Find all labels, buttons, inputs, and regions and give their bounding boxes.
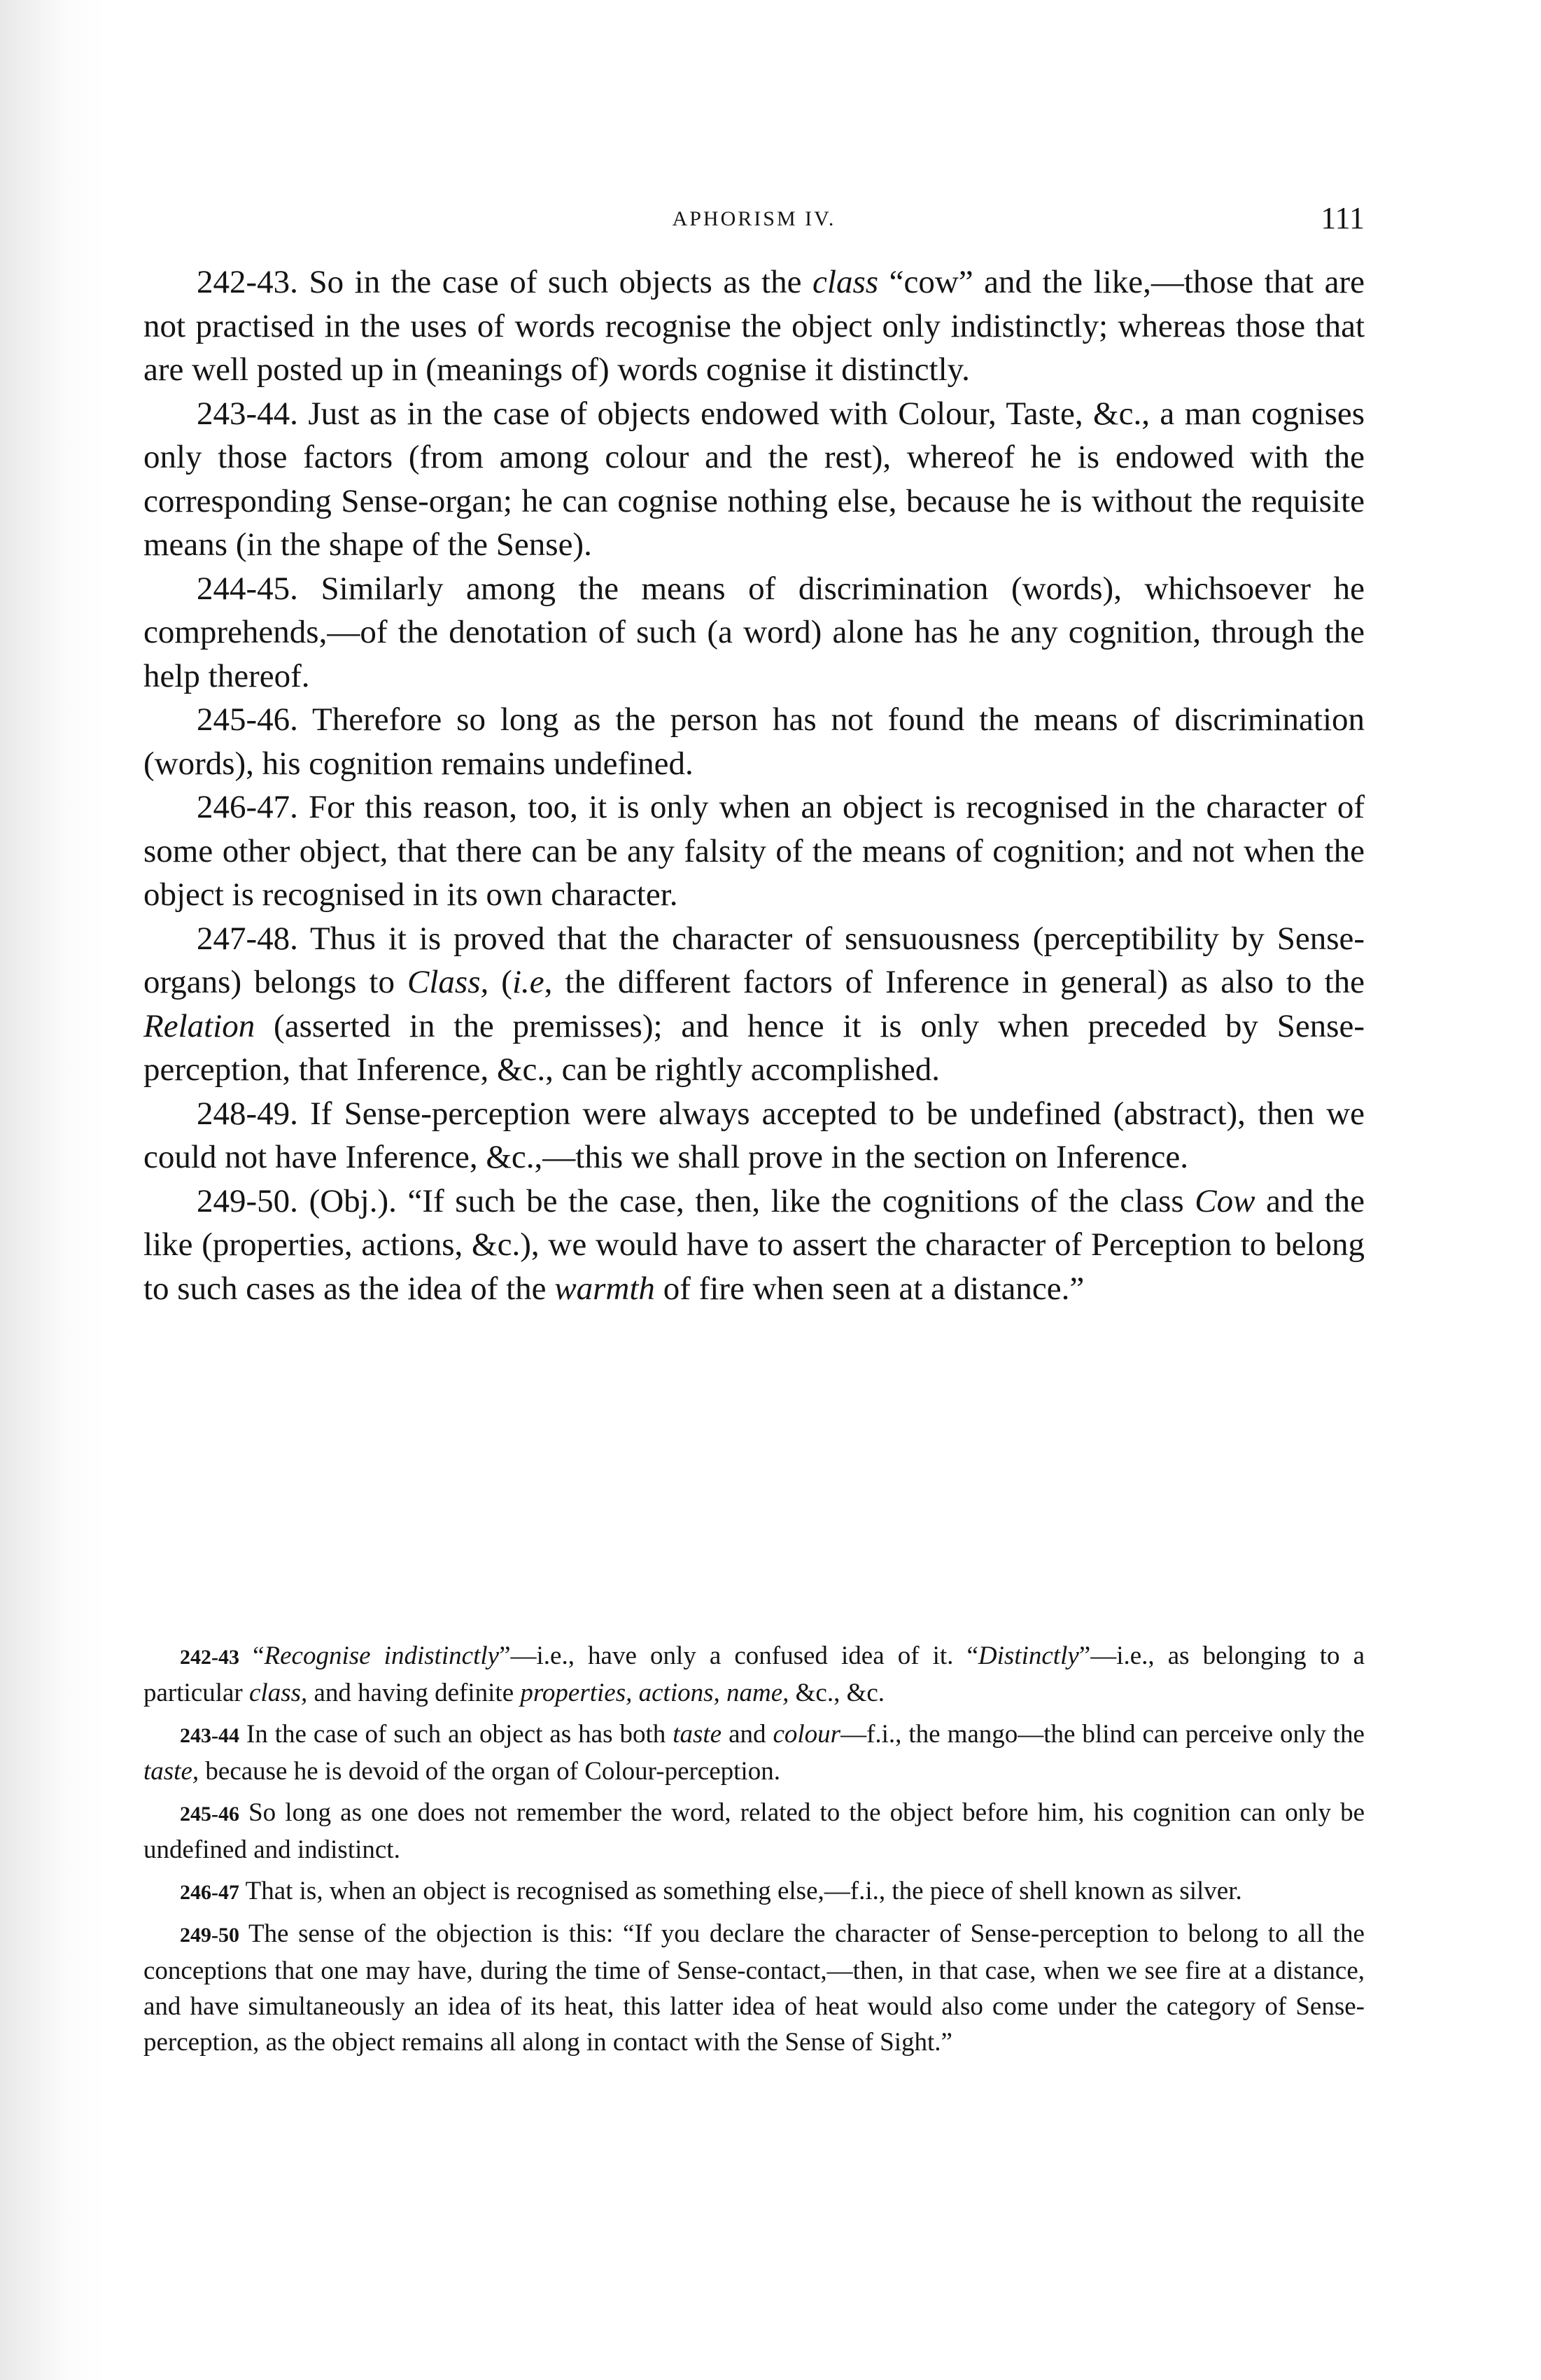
paragraph-242-43: [143, 260, 1365, 392]
text-run: of fire when seen at a distance.”: [654, 1270, 1085, 1307]
text-run: “: [253, 1642, 265, 1670]
text-run: “cow” and the like,—those that are not practised in the uses of words recognise the object only indistinctly; whereas those that are well posted up in (meanings of) words cognise it distinctly.: [143, 264, 1365, 388]
paragraph-number: 248-49.: [197, 1095, 298, 1132]
paragraph-number: 244-45.: [197, 570, 298, 607]
footnote-text: The sense of the objection is this: “If you declare the character of Sense-perception to belong to all the conceptions that one may have, during the time of Sense-contact,—then, in that case, when we see fire at a distance, and have simultaneously an idea of its heat, this latter idea of heat would also come under the category of Sense-perception, as the object remains all along in contact with the Sense of Sight.”: [143, 1919, 1365, 2057]
text-run-italic: taste: [673, 1720, 722, 1749]
footnote-249-50: [143, 1916, 1365, 2060]
paragraph-248-49: [143, 1092, 1365, 1180]
paragraph-245-46: [143, 698, 1365, 785]
paragraph-247-48: [143, 917, 1365, 1092]
running-head-title: APHORISM IV.: [672, 207, 836, 230]
text-run-italic: colour: [773, 1720, 841, 1749]
text-run: ”—i.e., as belonging to a particular: [143, 1642, 1365, 1707]
text-run: Thus it is proved that the character of sensuousness (perceptibility by Sense-organs) belongs to: [143, 920, 1365, 1000]
paragraph-text: Similarly among the means of discrimination (words), whichsoever he comprehends,—of the denotation of such (a word) alone has he any cognition, through the help thereof.: [143, 570, 1365, 694]
text-run-italic: Distinctly: [978, 1642, 1079, 1670]
text-run-italic: class,: [249, 1679, 308, 1707]
text-run-italic: taste,: [143, 1757, 199, 1786]
text-run: (Obj.). “If such be the case, then, like the cognitions of the class: [309, 1182, 1195, 1219]
text-run-italic: Cow: [1195, 1182, 1255, 1219]
footnote-243-44: [143, 1716, 1365, 1789]
paragraph-246-47: [143, 785, 1365, 917]
paragraph-text: Just as in the case of objects endowed with Colour, Taste, &c., a man cognises only those factors (from among colour and the rest), whereof he is endowed with the corresponding Sense-organ; he can cognise nothing else, because he is without the requisite means (in the shape of the Sense).: [143, 395, 1365, 563]
text-run: So in the case of such objects as the: [309, 264, 813, 300]
page-number: 111: [1321, 201, 1365, 235]
text-run: (asserted in the premisses); and hence it is only when preceded by Sense-perception, that Inference, &c., can be rightly accomplished.: [143, 1007, 1365, 1088]
footnote-246-47: [143, 1873, 1365, 1910]
text-run-italic: i.e: [512, 964, 544, 1000]
footnote-text: That is, when an object is recognised as something else,—f.i., the piece of shell known as silver.: [245, 1877, 1242, 1905]
text-run: , the different factors of Inference in general) as also to the: [544, 964, 1365, 1000]
text-run-italic: warmth: [554, 1270, 655, 1307]
text-run-italic: class: [812, 264, 879, 300]
text-run: —f.i., the mango—the blind can perceive only the: [840, 1720, 1365, 1749]
footnote-number: 245-46: [180, 1802, 239, 1826]
text-run: and having definite: [307, 1679, 521, 1707]
paragraph-text: For this reason, too, it is only when an object is recognised in the character of some other object, that there can be any falsity of the means of cognition; and not when the object is recognised in its own character.: [143, 789, 1365, 913]
paragraph-number: 243-44.: [197, 395, 298, 432]
text-run: and: [722, 1720, 773, 1749]
footnote-number: 243-44: [180, 1724, 239, 1747]
page-edge-shading: [0, 0, 105, 2380]
text-run-italic: Relation: [143, 1007, 255, 1044]
paragraph-number: 247-48.: [197, 920, 298, 957]
text-run: (: [488, 964, 512, 1000]
paragraph-number: 242-43.: [197, 264, 298, 300]
text-run: ”—i.e., have only a confused idea of it. “: [499, 1642, 978, 1670]
footnote-text: So long as one does not remember the word, related to the object before him, his cognition can only be undefined and indistinct.: [143, 1798, 1365, 1864]
paragraph-text: Therefore so long as the person has not found the means of discrimination (words), his cognition remains undefined.: [143, 701, 1365, 782]
text-run: &c., &c.: [789, 1679, 885, 1707]
paragraph-243-44: [143, 392, 1365, 567]
text-run-italic: properties, actions, name,: [520, 1679, 789, 1707]
text-run: In the case of such an object as has both: [246, 1720, 673, 1749]
footnote-number: 246-47: [180, 1881, 239, 1904]
main-text: [143, 260, 1365, 1310]
paragraph-number: 245-46.: [197, 701, 298, 738]
text-run-italic: Recognise indistinctly: [264, 1642, 500, 1670]
paragraph-number: 249-50.: [197, 1182, 298, 1219]
footnote-number: 242-43: [180, 1646, 239, 1669]
footnote-245-46: [143, 1795, 1365, 1868]
text-run: because he is devoid of the organ of Colour-perception.: [199, 1757, 780, 1786]
paragraph-244-45: [143, 567, 1365, 699]
footnote-number: 249-50: [180, 1924, 239, 1947]
footnote-242-43: [143, 1638, 1365, 1711]
running-head: [143, 200, 1365, 242]
paragraph-number: 246-47.: [197, 789, 298, 825]
footnotes: [143, 1638, 1365, 2066]
paragraph-text: If Sense-perception were always accepted to be undefined (abstract), then we could not have Inference, &c.,—this we shall prove in the section on Inference.: [143, 1095, 1365, 1175]
paragraph-249-50: [143, 1180, 1365, 1311]
text-run-italic: Class,: [407, 964, 489, 1000]
text-run: and the like (properties, actions, &c.), we would have to assert the character of Perception to belong to such cases as the idea of the: [143, 1182, 1365, 1307]
